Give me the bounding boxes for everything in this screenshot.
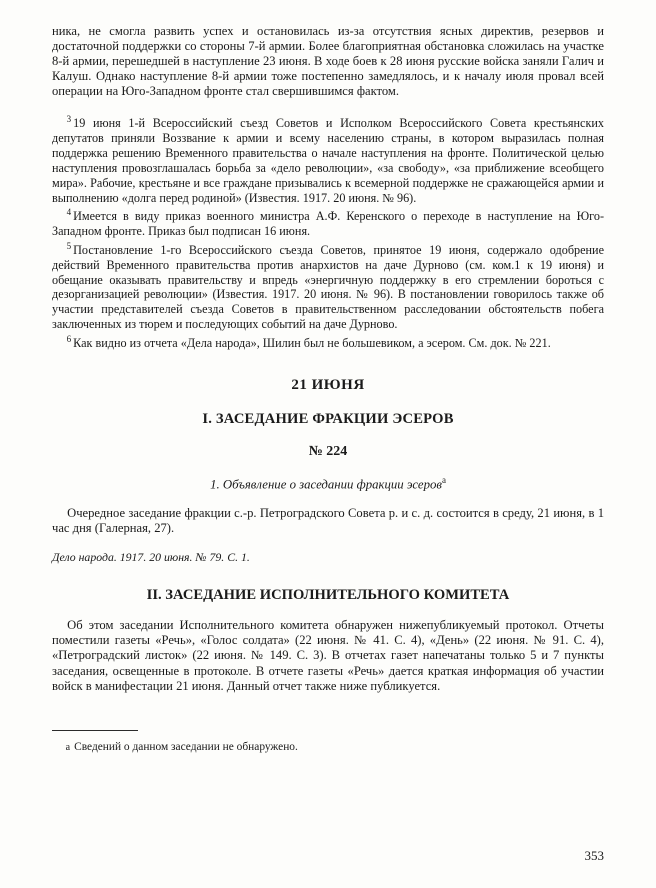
footnote-text: Сведений о данном заседании не обнаружено. xyxy=(74,740,298,753)
document-title-text: 1. Объявление о заседании фракции эсеров xyxy=(210,476,442,491)
endnote-text: Постановление 1-го Всероссийского съезда Советов, принятое 19 июня, содержало одобрение действий Временного правительства против анархистов на даче Дурново (см. ком.1 к 19 июня) и обещание оказывать правительству и впредь «энергичную поддержку в его стремлении бороться с дезорганизацией революции» (Известия. 1917. 20 июня. № 96). В постановлении говорилось также об участии представителей съезда Советов в правительственном расследовании обстоятельств побега заключенных из тюрем и последующих событий на даче Дурново. xyxy=(52,243,604,332)
section-one-body: Очередное заседание фракции с.-р. Петроградского Совета р. и с. д. состоится в среду, 21 июня, в 1 час дня (Галерная, 27). xyxy=(52,505,604,536)
endnote-marker: 4 xyxy=(66,207,72,218)
source-citation: Дело народа. 1917. 20 июня. № 79. С. 1. xyxy=(52,550,250,565)
endnote-6 xyxy=(52,332,604,351)
endnote-5 xyxy=(52,239,604,332)
endnote-marker: 3 xyxy=(66,114,72,125)
endnote-marker: 5 xyxy=(66,240,72,251)
endnote-text: 19 июня 1-й Всероссийский съезд Советов и Исполком Всероссийского Совета крестьянских депутатов приняли Воззвание к армии и всему населению страны, в котором выразилась полная поддержка решению Временного правительства о начале наступления на фронте. Политической целью наступления провозглашалась борьба за «дело революции», «за свободу», «за приближение всеобщего мира». Рабочие, крестьяне и все граждане призывались к всемерной поддержке не сражающейся армии и выполнению «долга перед родиной» (Известия. 1917. 20 июня. № 96). xyxy=(52,116,604,205)
footnote-separator xyxy=(52,730,138,731)
endnote-marker: 6 xyxy=(66,333,72,344)
endnote-3 xyxy=(52,112,604,205)
footnote-marker: a xyxy=(65,741,71,753)
date-heading: 21 ИЮНЯ xyxy=(291,376,365,393)
document-title xyxy=(52,475,604,492)
endnote-text: Имеется в виду приказ военного министра А.Ф. Керенского о переходе в наступление на Юго-Западном фронте. Приказ был подписан 16 июня. xyxy=(52,209,604,239)
footnote-a xyxy=(52,740,604,755)
section-one-heading: I. ЗАСЕДАНИЕ ФРАКЦИИ ЭСЕРОВ xyxy=(202,410,454,427)
continued-paragraph: ника, не смогла развить успех и остановилась из-за отсутствия ясных директив, резервов и достаточной поддержки со стороны 7-й армии. Более благоприятная обстановка сложилась на участке 8-й армии, перешедшей в наступление 23 июня. В ходе боев к 28 июня русские войска заняли Галич и Калуш. Однако наступление 8-й армии тоже постепенно замедлялось, и к началу июля провал всей операции на Юго-Западном фронте стал свершившимся фактом. xyxy=(52,24,604,99)
endnote-4 xyxy=(52,205,604,239)
document-number: № 224 xyxy=(308,443,348,459)
endnote-text: Как видно из отчета «Дела народа», Шилин был не большевиком, а эсером. См. док. № 221. xyxy=(73,335,551,350)
page-number: 353 xyxy=(584,848,604,863)
footnote-ref-a: a xyxy=(441,474,446,485)
section-two-body: Об этом заседании Исполнительного комитета обнаружен нижепубликуемый протокол. Отчеты поместили газеты «Речь», «Голос солдата» (22 июня. № 41. С. 4), «День» (22 июня. № 91. С. 4), «Петроградский листок» (22 июня. № 149. С. 3). В отчетах газет напечатаны только 5 и 7 пункты заседания, освещенные в протоколе. В отчете газеты «Речь» дается краткая информация об участии войск в манифестации 21 июня. Данный отчет также ниже публикуется. xyxy=(52,618,604,693)
section-two-heading: II. ЗАСЕДАНИЕ ИСПОЛНИТЕЛЬНОГО КОМИТЕТА xyxy=(146,587,510,604)
